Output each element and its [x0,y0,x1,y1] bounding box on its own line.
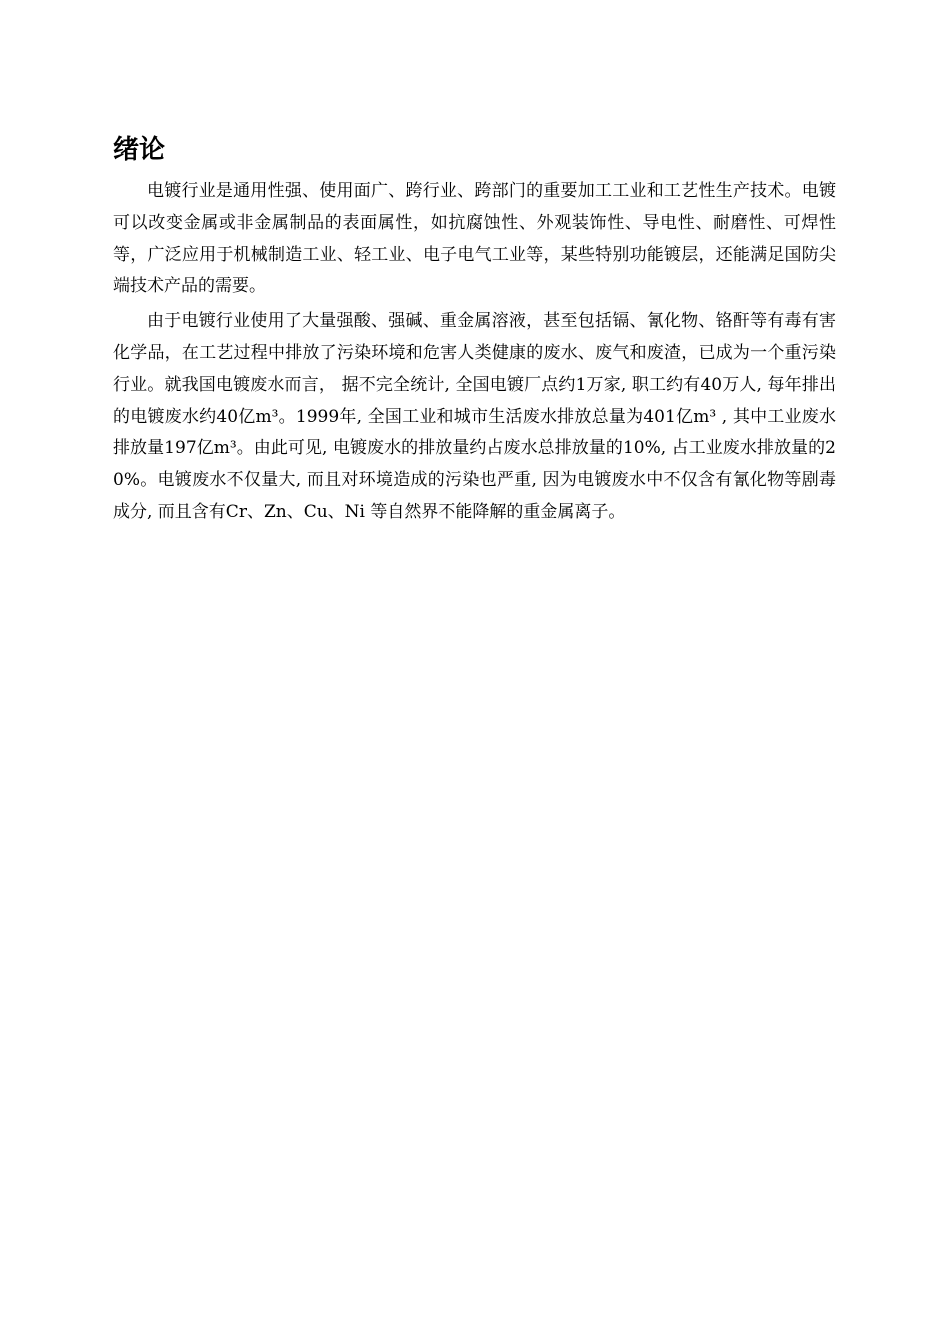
section-heading: 绪论 [113,135,166,165]
document-body [113,128,836,529]
paragraph-intro: 电镀行业是通用性强、使用面广、跨行业、跨部门的重要加工工业和工艺性生产技术。电镀可以改变金属或非金属制品的表面属性，如抗腐蚀性、外观装饰性、导电性、耐磨性、可焊性等，广泛应用于机械制造工业、轻工业、电子电气工业等，某些特别功能镀层，还能满足国防尖端技术产品的需要。 [113,181,836,297]
paragraph-pollution: 由于电镀行业使用了大量强酸、强碱、重金属溶液，甚至包括镉、氰化物、铬酐等有毒有害化学品，在工艺过程中排放了污染环境和危害人类健康的废水、废气和废渣，已成为一个重污染行业。就我国电镀废水而言， 据不完全统计, 全国电镀厂点约1万家, 职工约有40万人, 每年排出的电镀废水约40亿m³。1999年, 全国工业和城市生活废水排放总量为401亿m³ , 其中工业废水排放量197亿m³。由此可见, 电镀废水的排放量约占废水总排放量的10%, 占工业废水排放量的20%。电镀废水不仅量大, 而且对环境造成的污染也严重, 因为电镀废水中不仅含有氰化物等剧毒成分, 而且含有Cr、Zn、Cu、Ni 等自然界不能降解的重金属离子。 [113,311,836,522]
